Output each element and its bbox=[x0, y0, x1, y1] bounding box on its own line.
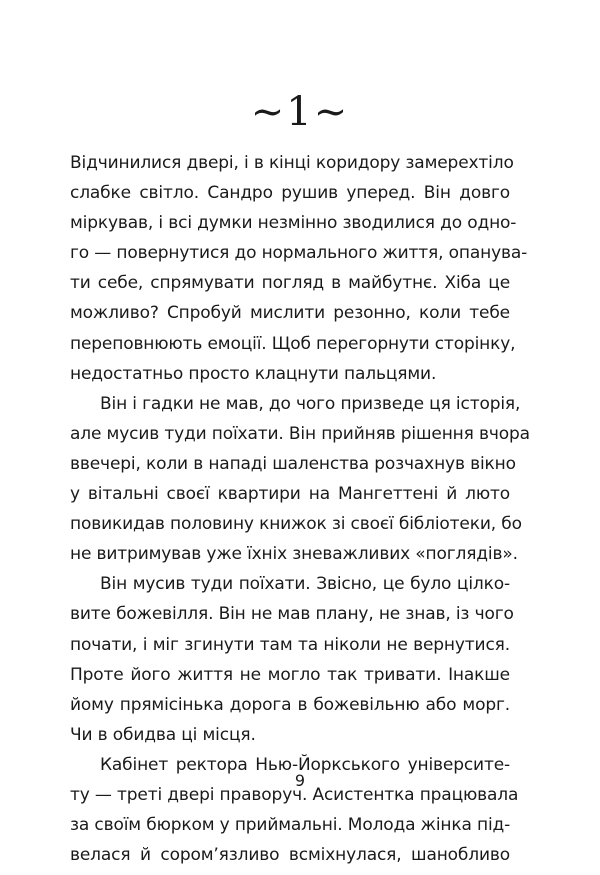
text-line: вите божевілля. Він не мав плану, не знав, із чого bbox=[70, 604, 514, 625]
text-line: слабке світло. Сандро рушив уперед. Він довго bbox=[70, 183, 510, 204]
text-line: Відчинилися двері, і в кінці коридору замерехтіло bbox=[70, 153, 514, 173]
text-line: го — повернутися до нормального життя, опанува- bbox=[70, 243, 528, 264]
text-line: велася й сором’язливо всміхнулася, шанобливо bbox=[70, 845, 510, 866]
paragraph-2 bbox=[70, 389, 530, 570]
text-line: повикидав половину книжок зі своєї бібліотеки, бо bbox=[70, 514, 522, 535]
page-number: 9 bbox=[294, 771, 306, 790]
text-line: ти себе, спрямувати погляд в майбутнє. Хіба це bbox=[70, 273, 510, 294]
paragraph-1 bbox=[70, 148, 528, 389]
text-line: Кабінет ректора Нью-Йоркського університе- bbox=[100, 754, 510, 775]
text-line: переповнюють емоції. Щоб перегорнути сторінку, bbox=[70, 333, 516, 354]
text-line: недостатньо просто клацнути пальцями. bbox=[70, 363, 437, 384]
text-line: можливо? Спробуй мислити резонно, коли тебе bbox=[70, 303, 510, 324]
paragraph-3 bbox=[70, 569, 514, 750]
text-line: за своїм бюрком у приймальні. Молода жінка під- bbox=[70, 815, 511, 836]
text-line: але мусив туди поїхати. Він прийняв рішення вчора bbox=[70, 423, 530, 444]
text-line: ввечері, коли в нападі шаленства розчахнув вікно bbox=[70, 453, 516, 474]
text-line: Він мусив туди поїхати. Звісно, це було цілко- bbox=[100, 574, 510, 595]
body-text bbox=[70, 148, 530, 870]
text-line: Проте його життя не могло так тривати. Інакше bbox=[70, 664, 510, 685]
text-line: йому прямісінька дорога в божевільню або морг. bbox=[70, 694, 510, 715]
text-line: не витримував уже їхніх зневажливих «поглядів». bbox=[70, 544, 518, 565]
text-line: міркував, і всі думки незмінно зводилися до одно- bbox=[70, 213, 517, 234]
paragraph-4 bbox=[70, 750, 519, 870]
text-line: у вітальні своєї квартири на Мангеттені й люто bbox=[70, 484, 510, 505]
text-line: Він і гадки не мав, до чого призведе ця історія, bbox=[100, 393, 521, 414]
text-line: почати, і міг згинути там та ніколи не вернутися. bbox=[70, 634, 510, 655]
text-line: Чи в обидва ці місця. bbox=[70, 724, 256, 745]
text-line: ту — треті двері праворуч. Асистентка працювала bbox=[70, 784, 519, 805]
chapter-heading: ~1~ bbox=[250, 89, 350, 135]
